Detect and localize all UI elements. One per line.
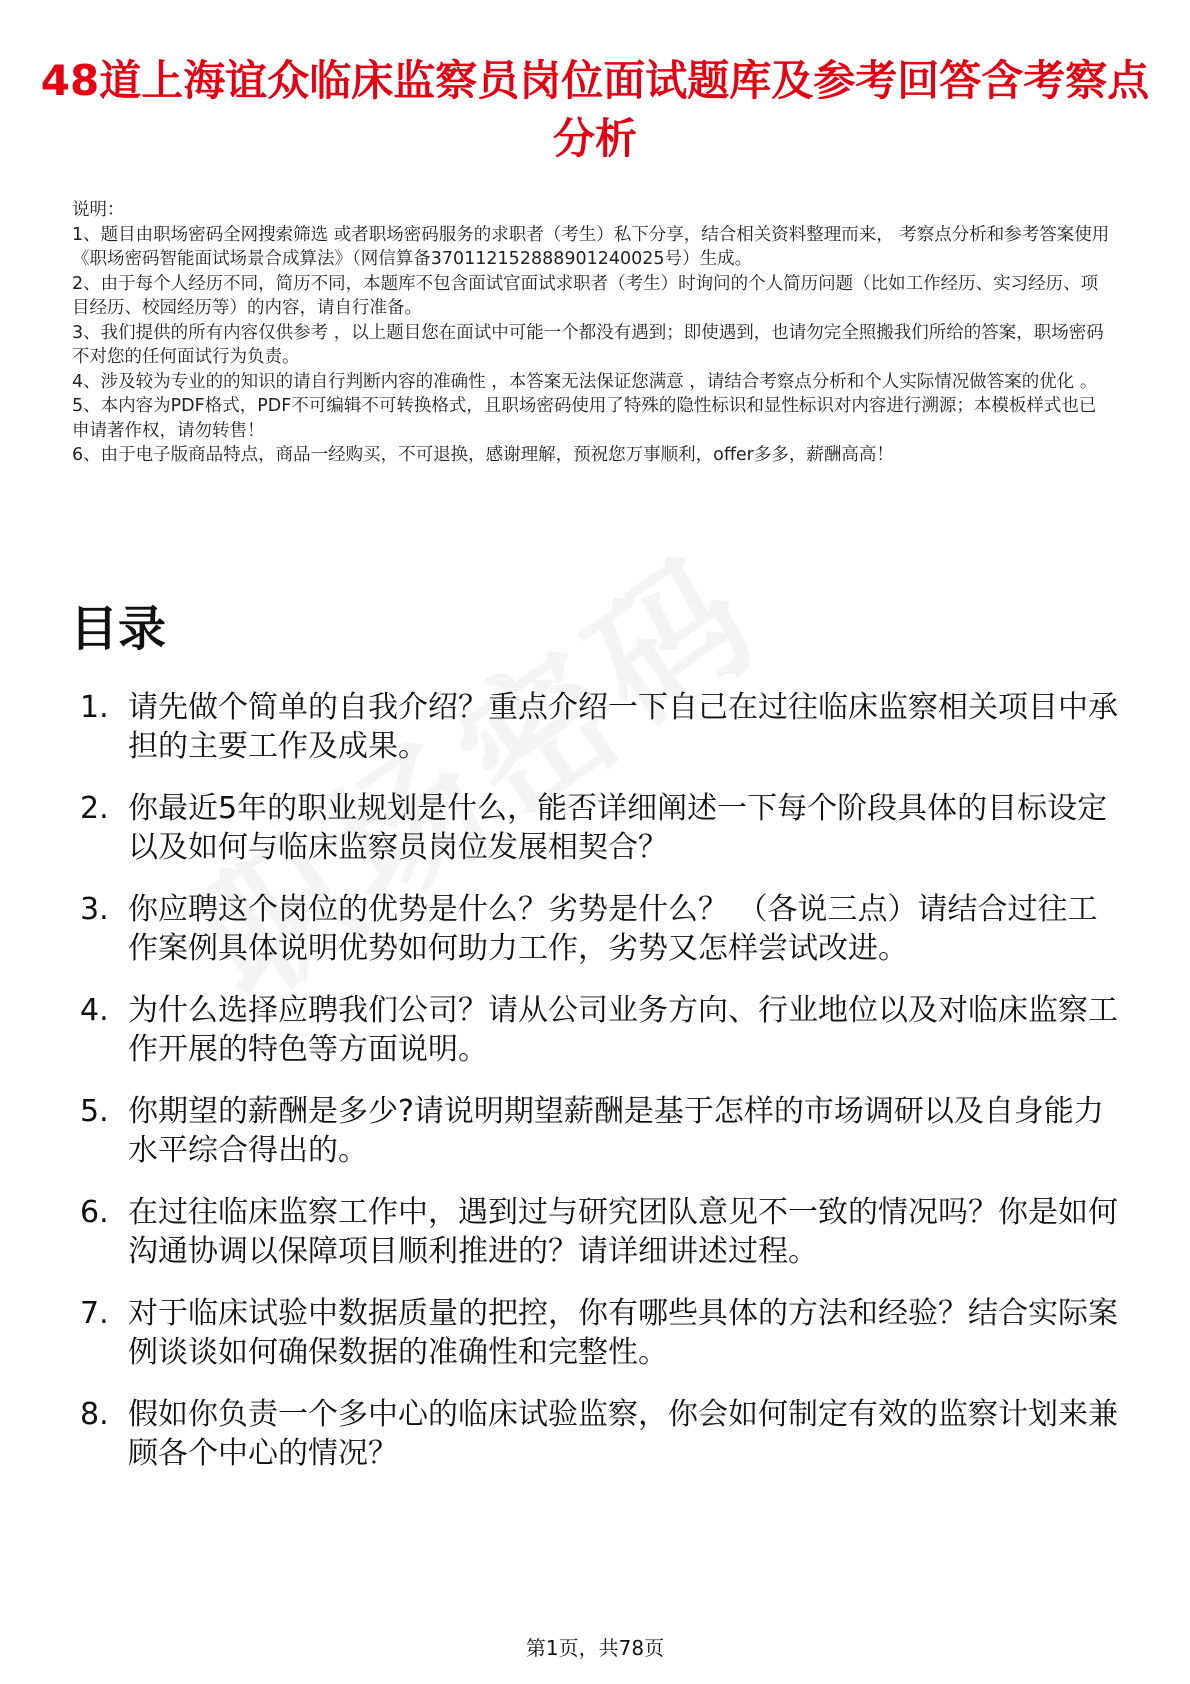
note-item: 3、我们提供的所有内容仅供参考 ，以上题目您在面试中可能一个都没有遇到；即使遇到，也请勿完全照搬我们所给的答案，职场密码不对您的任何面试行为负责。 bbox=[72, 322, 1104, 367]
question-list bbox=[80, 688, 1120, 1496]
question-number: 3. bbox=[80, 892, 109, 927]
question-number: 8. bbox=[80, 1397, 109, 1432]
question-text: 你期望的薪酬是多少?请说明期望薪酬是基于怎样的市场调研以及自身能力水平综合得出的。 bbox=[128, 1094, 1104, 1168]
toc-heading: 目录 bbox=[70, 601, 167, 657]
question-item bbox=[80, 789, 1120, 867]
question-text: 在过往临床监察工作中，遇到过与研究团队意见不一致的情况吗？你是如何沟通协调以保障项目顺利推进的？请详细讲述过程。 bbox=[128, 1195, 1118, 1269]
question-text: 为什么选择应聘我们公司？请从公司业务方向、行业地位以及对临床监察工作开展的特色等方面说明。 bbox=[128, 993, 1118, 1067]
question-item bbox=[80, 1395, 1120, 1473]
question-number: 1. bbox=[80, 690, 109, 725]
note-item: 2、由于每个人经历不同，简历不同，本题库不包含面试官面试求职者（考生）时询问的个人简历问题（比如工作经历、实习经历、项目经历、校园经历等）的内容，请自行准备。 bbox=[72, 273, 1099, 318]
question-item bbox=[80, 1294, 1120, 1372]
question-number: 4. bbox=[80, 993, 109, 1028]
question-text: 你应聘这个岗位的优势是什么？劣势是什么？ （各说三点）请结合过往工作案例具体说明优势如何助力工作，劣势又怎样尝试改进。 bbox=[128, 892, 1098, 966]
page-footer: 第1页，共78页 bbox=[525, 1636, 665, 1660]
question-item bbox=[80, 991, 1120, 1069]
note-item: 4、涉及较为专业的的知识的请自行判断内容的准确性 ，本答案无法保证您满意 ，请结合考察点分析和个人实际情况做答案的优化 。 bbox=[72, 371, 1098, 392]
document-title: 48道上海谊众临床监察员岗位面试题库及参考回答含考察点分析 bbox=[40, 56, 1150, 163]
question-text: 你最近5年的职业规划是什么，能否详细阐述一下每个阶段具体的目标设定以及如何与临床监察员岗位发展相契合？ bbox=[128, 791, 1108, 865]
notes-heading: 说明： bbox=[72, 200, 125, 220]
question-item bbox=[80, 1193, 1120, 1271]
question-item bbox=[80, 688, 1120, 766]
question-item bbox=[80, 1092, 1120, 1170]
question-number: 6. bbox=[80, 1195, 109, 1230]
notes-section bbox=[72, 198, 1112, 468]
question-number: 5. bbox=[80, 1094, 109, 1129]
question-text: 请先做个简单的自我介绍？重点介绍一下自己在过往临床监察相关项目中承担的主要工作及成果。 bbox=[128, 690, 1118, 764]
note-item: 1、题目由职场密码全网搜索筛选 或者职场密码服务的求职者（考生）私下分享，结合相关资料整理而来， 考察点分析和参考答案使用《职场密码智能面试场景合成算法》（网信算备370112152888901240025号）生成。 bbox=[72, 224, 1110, 269]
question-text: 假如你负责一个多中心的临床试验监察，你会如何制定有效的监察计划来兼顾各个中心的情况？ bbox=[128, 1397, 1118, 1471]
question-text: 对于临床试验中数据质量的把控，你有哪些具体的方法和经验？结合实际案例谈谈如何确保数据的准确性和完整性。 bbox=[128, 1296, 1118, 1370]
question-item bbox=[80, 890, 1120, 968]
question-number: 7. bbox=[80, 1296, 109, 1331]
note-item: 5、本内容为PDF格式，PDF不可编辑不可转换格式，且职场密码使用了特殊的隐性标识和显性标识对内容进行溯源；本模板样式也已申请著作权，请勿转售！ bbox=[72, 396, 1097, 441]
question-number: 2. bbox=[80, 791, 109, 826]
note-item: 6、由于电子版商品特点，商品一经购买，不可退换，感谢理解，预祝您万事顺利，offer多多，薪酬高高！ bbox=[72, 445, 894, 465]
